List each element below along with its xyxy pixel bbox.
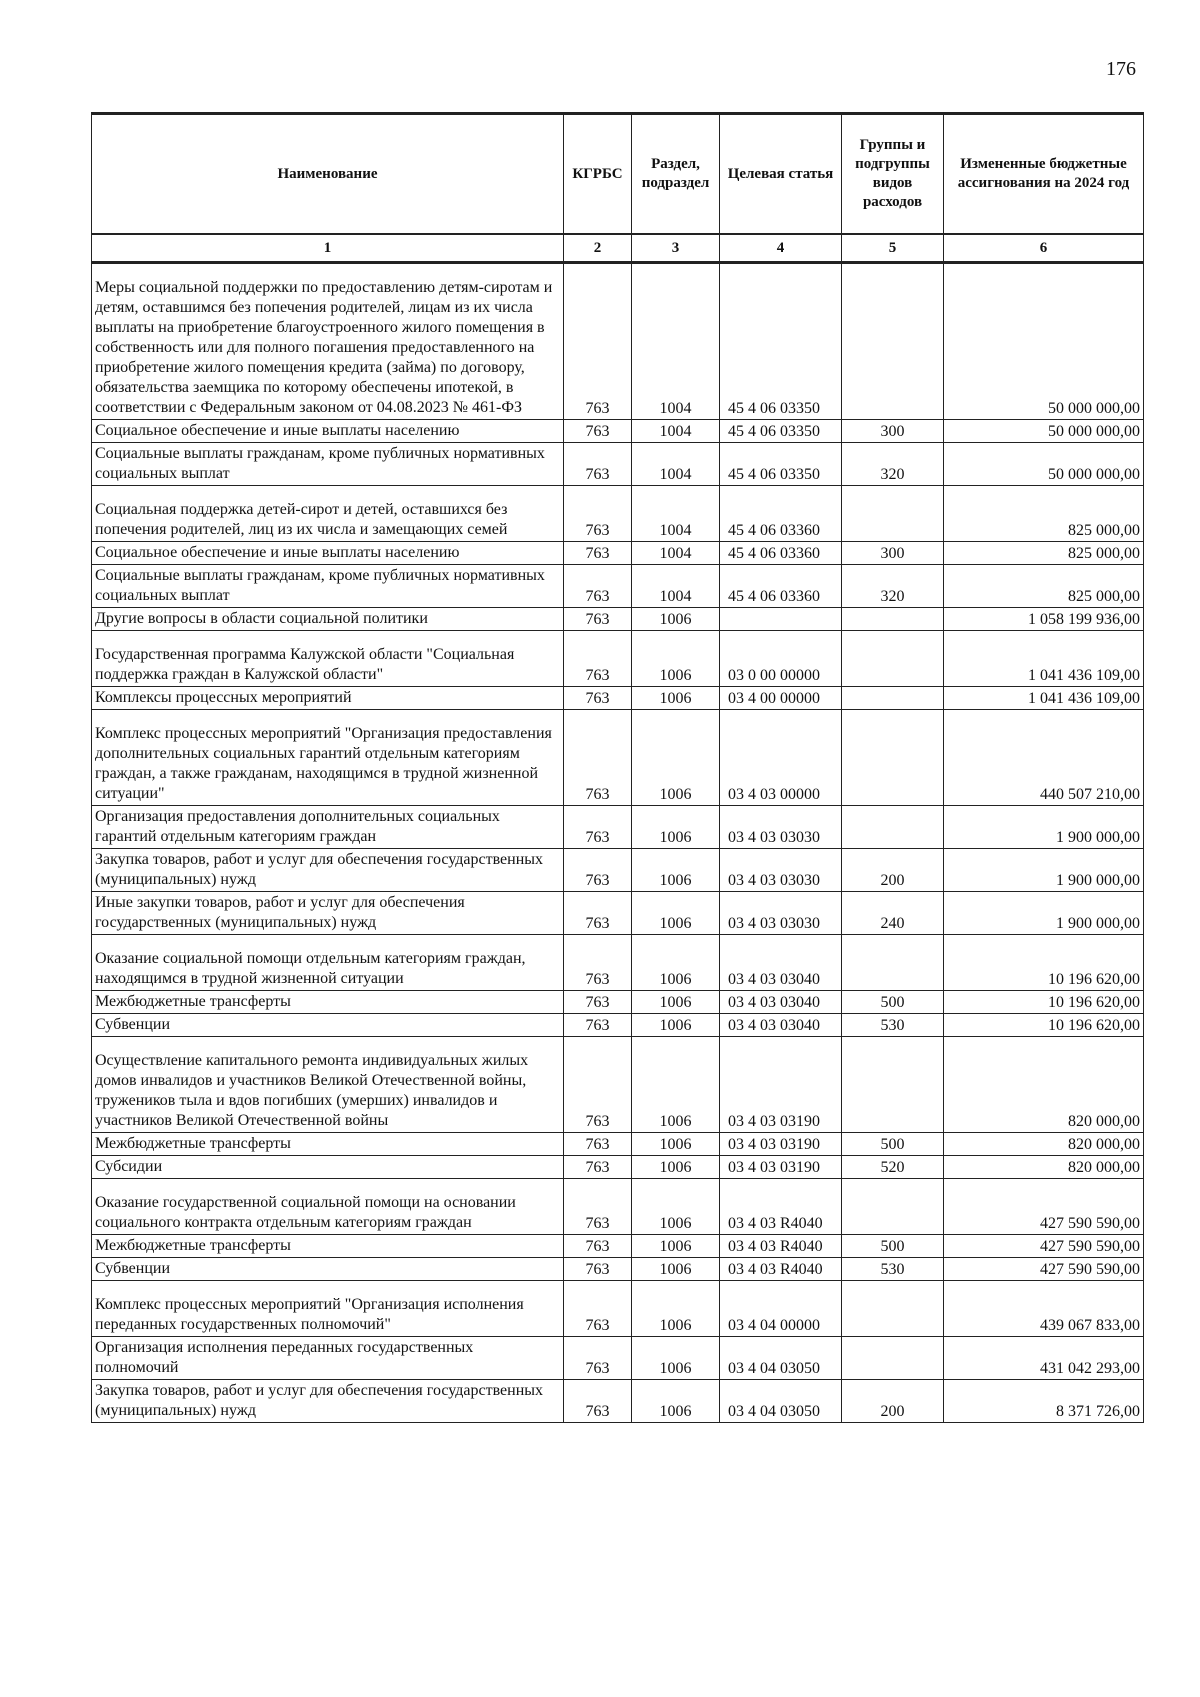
row-expense-group [842, 486, 944, 542]
row-target-article: 03 4 03 03030 [720, 849, 842, 892]
row-kgrbs: 763 [564, 542, 632, 565]
table-row [92, 687, 1144, 710]
row-target-article: 03 4 03 03040 [720, 935, 842, 991]
row-expense-group [842, 1281, 944, 1337]
table-row [92, 542, 1144, 565]
row-expense-group [842, 1337, 944, 1380]
row-name: Межбюджетные трансферты [92, 1133, 564, 1156]
header-row [92, 114, 1144, 235]
row-amount: 439 067 833,00 [944, 1281, 1144, 1337]
row-kgrbs: 763 [564, 710, 632, 806]
row-kgrbs: 763 [564, 935, 632, 991]
row-amount: 431 042 293,00 [944, 1337, 1144, 1380]
row-expense-group: 300 [842, 542, 944, 565]
page-number: 176 [1106, 58, 1136, 80]
row-razdel: 1004 [632, 443, 720, 486]
table-row [92, 935, 1144, 991]
row-name: Закупка товаров, работ и услуг для обеспечения государственных (муниципальных) нужд [92, 1380, 564, 1423]
row-target-article: 03 4 03 R4040 [720, 1258, 842, 1281]
row-expense-group: 200 [842, 849, 944, 892]
column-number: 6 [944, 234, 1144, 263]
row-name: Осуществление капитального ремонта индивидуальных жилых домов инвалидов и участников Великой Отечественной войны, тружеников тыла и вдов погибших (умерших) инвалидов и участников Великой Отечественной войны [92, 1037, 564, 1133]
column-number-row [92, 234, 1144, 263]
row-razdel: 1006 [632, 991, 720, 1014]
row-amount: 825 000,00 [944, 565, 1144, 608]
row-razdel: 1006 [632, 710, 720, 806]
row-kgrbs: 763 [564, 420, 632, 443]
column-number: 5 [842, 234, 944, 263]
row-target-article: 03 4 03 03190 [720, 1133, 842, 1156]
row-target-article: 45 4 06 03360 [720, 565, 842, 608]
row-razdel: 1006 [632, 849, 720, 892]
table-row [92, 263, 1144, 420]
row-target-article: 03 4 00 00000 [720, 687, 842, 710]
row-amount: 1 041 436 109,00 [944, 687, 1144, 710]
row-name: Комплекс процессных мероприятий "Организация предоставления дополнительных социальных гарантий отдельным категориям граждан, а также гражданам, находящимся в трудной жизненной ситуации" [92, 710, 564, 806]
row-name: Иные закупки товаров, работ и услуг для обеспечения государственных (муниципальных) нужд [92, 892, 564, 935]
row-kgrbs: 763 [564, 1179, 632, 1235]
budget-table [91, 112, 1144, 1423]
table-row [92, 892, 1144, 935]
row-kgrbs: 763 [564, 565, 632, 608]
table-row [92, 420, 1144, 443]
row-expense-group [842, 806, 944, 849]
row-target-article: 45 4 06 03360 [720, 486, 842, 542]
row-expense-group: 200 [842, 1380, 944, 1423]
column-number: 4 [720, 234, 842, 263]
row-target-article: 03 4 03 03040 [720, 991, 842, 1014]
row-kgrbs: 763 [564, 849, 632, 892]
row-razdel: 1004 [632, 542, 720, 565]
table-row [92, 1337, 1144, 1380]
row-name: Оказание социальной помощи отдельным категориям граждан, находящимся в трудной жизненной ситуации [92, 935, 564, 991]
row-razdel: 1006 [632, 1133, 720, 1156]
table-row [92, 1281, 1144, 1337]
row-expense-group: 320 [842, 443, 944, 486]
row-expense-group [842, 687, 944, 710]
row-amount: 440 507 210,00 [944, 710, 1144, 806]
table-row [92, 1156, 1144, 1179]
row-razdel: 1006 [632, 1037, 720, 1133]
row-expense-group: 500 [842, 991, 944, 1014]
row-razdel: 1006 [632, 1156, 720, 1179]
row-kgrbs: 763 [564, 687, 632, 710]
table-row [92, 1133, 1144, 1156]
row-target-article: 03 4 03 03030 [720, 892, 842, 935]
row-amount: 820 000,00 [944, 1133, 1144, 1156]
table-row [92, 486, 1144, 542]
row-amount: 10 196 620,00 [944, 991, 1144, 1014]
row-kgrbs: 763 [564, 1380, 632, 1423]
table-body [92, 263, 1144, 1423]
row-amount: 1 058 199 936,00 [944, 608, 1144, 631]
row-amount: 427 590 590,00 [944, 1258, 1144, 1281]
row-target-article: 03 4 04 03050 [720, 1337, 842, 1380]
row-name: Меры социальной поддержки по предоставлению детям-сиротам и детям, оставшимся без попечения родителей, лицам из их числа выплаты на приобретение благоустроенного жилого помещения в собственность или для полного погашения предоставленного на приобретение жилого помещения кредита (займа) по договору, обязательства заемщика по которому обеспечены ипотекой, в соответствии с Федеральным законом от 04.08.2023 № 461-ФЗ [92, 263, 564, 420]
row-kgrbs: 763 [564, 1133, 632, 1156]
row-name: Комплексы процессных мероприятий [92, 687, 564, 710]
row-razdel: 1006 [632, 1258, 720, 1281]
row-amount: 1 900 000,00 [944, 849, 1144, 892]
row-kgrbs: 763 [564, 806, 632, 849]
row-name: Социальная поддержка детей-сирот и детей, оставшихся без попечения родителей, лиц из их числа и замещающих семей [92, 486, 564, 542]
row-razdel: 1006 [632, 1014, 720, 1037]
row-name: Закупка товаров, работ и услуг для обеспечения государственных (муниципальных) нужд [92, 849, 564, 892]
table-row [92, 1014, 1144, 1037]
row-target-article: 45 4 06 03350 [720, 263, 842, 420]
row-amount: 825 000,00 [944, 542, 1144, 565]
row-razdel: 1006 [632, 608, 720, 631]
row-amount: 427 590 590,00 [944, 1179, 1144, 1235]
row-amount: 825 000,00 [944, 486, 1144, 542]
row-kgrbs: 763 [564, 443, 632, 486]
row-target-article: 03 4 03 R4040 [720, 1179, 842, 1235]
row-name: Государственная программа Калужской области "Социальная поддержка граждан в Калужской области" [92, 631, 564, 687]
table-row [92, 1258, 1144, 1281]
row-kgrbs: 763 [564, 263, 632, 420]
header-target-article: Целевая статья [720, 114, 842, 235]
row-name: Межбюджетные трансферты [92, 1235, 564, 1258]
row-amount: 50 000 000,00 [944, 263, 1144, 420]
row-kgrbs: 763 [564, 631, 632, 687]
row-kgrbs: 763 [564, 1156, 632, 1179]
row-kgrbs: 763 [564, 608, 632, 631]
row-razdel: 1004 [632, 420, 720, 443]
row-expense-group [842, 608, 944, 631]
row-expense-group: 530 [842, 1258, 944, 1281]
row-kgrbs: 763 [564, 1281, 632, 1337]
row-amount: 8 371 726,00 [944, 1380, 1144, 1423]
row-razdel: 1006 [632, 1179, 720, 1235]
row-razdel: 1006 [632, 1235, 720, 1258]
row-kgrbs: 763 [564, 1235, 632, 1258]
table-row [92, 608, 1144, 631]
row-expense-group [842, 935, 944, 991]
row-razdel: 1004 [632, 486, 720, 542]
row-name: Комплекс процессных мероприятий "Организация исполнения переданных государственных полномочий" [92, 1281, 564, 1337]
row-razdel: 1006 [632, 1281, 720, 1337]
row-amount: 1 900 000,00 [944, 806, 1144, 849]
header-expense-group: Группы и подгруппы видов расходов [842, 114, 944, 235]
table-row [92, 1380, 1144, 1423]
table-row [92, 1235, 1144, 1258]
row-expense-group [842, 263, 944, 420]
row-kgrbs: 763 [564, 486, 632, 542]
row-amount: 820 000,00 [944, 1156, 1144, 1179]
row-name: Оказание государственной социальной помощи на основании социального контракта отдельным категориям граждан [92, 1179, 564, 1235]
row-expense-group: 500 [842, 1133, 944, 1156]
row-expense-group [842, 1037, 944, 1133]
header-kgrbs: КГРБС [564, 114, 632, 235]
row-razdel: 1004 [632, 263, 720, 420]
row-name: Социальные выплаты гражданам, кроме публичных нормативных социальных выплат [92, 565, 564, 608]
row-target-article: 03 4 03 R4040 [720, 1235, 842, 1258]
row-razdel: 1006 [632, 892, 720, 935]
row-target-article: 03 4 03 03040 [720, 1014, 842, 1037]
header-name: Наименование [92, 114, 564, 235]
row-target-article: 45 4 06 03350 [720, 420, 842, 443]
table-row [92, 443, 1144, 486]
row-expense-group: 300 [842, 420, 944, 443]
row-expense-group: 520 [842, 1156, 944, 1179]
row-name: Другие вопросы в области социальной политики [92, 608, 564, 631]
table-row [92, 849, 1144, 892]
header-razdel: Раздел, подраздел [632, 114, 720, 235]
row-target-article: 45 4 06 03360 [720, 542, 842, 565]
row-target-article: 45 4 06 03350 [720, 443, 842, 486]
row-expense-group: 530 [842, 1014, 944, 1037]
row-target-article: 03 4 03 03190 [720, 1037, 842, 1133]
row-amount: 10 196 620,00 [944, 935, 1144, 991]
row-name: Социальные выплаты гражданам, кроме публичных нормативных социальных выплат [92, 443, 564, 486]
row-razdel: 1006 [632, 806, 720, 849]
row-target-article [720, 608, 842, 631]
table-row [92, 710, 1144, 806]
table-row [92, 565, 1144, 608]
row-razdel: 1006 [632, 687, 720, 710]
table-row [92, 991, 1144, 1014]
row-razdel: 1006 [632, 935, 720, 991]
row-amount: 427 590 590,00 [944, 1235, 1144, 1258]
table-row [92, 806, 1144, 849]
row-name: Социальное обеспечение и иные выплаты населению [92, 542, 564, 565]
table-row [92, 1037, 1144, 1133]
table-row [92, 631, 1144, 687]
column-number: 2 [564, 234, 632, 263]
row-razdel: 1006 [632, 1380, 720, 1423]
row-target-article: 03 4 03 03030 [720, 806, 842, 849]
row-target-article: 03 0 00 00000 [720, 631, 842, 687]
table-row [92, 1179, 1144, 1235]
row-kgrbs: 763 [564, 1337, 632, 1380]
row-name: Организация предоставления дополнительных социальных гарантий отдельным категориям граждан [92, 806, 564, 849]
row-name: Субвенции [92, 1258, 564, 1281]
row-kgrbs: 763 [564, 1258, 632, 1281]
row-amount: 50 000 000,00 [944, 443, 1144, 486]
row-kgrbs: 763 [564, 1014, 632, 1037]
row-razdel: 1006 [632, 1337, 720, 1380]
column-number: 3 [632, 234, 720, 263]
row-razdel: 1006 [632, 631, 720, 687]
header-budget-2024: Измененные бюджетные ассигнования на 2024 год [944, 114, 1144, 235]
row-kgrbs: 763 [564, 991, 632, 1014]
row-kgrbs: 763 [564, 1037, 632, 1133]
row-expense-group [842, 631, 944, 687]
row-amount: 1 900 000,00 [944, 892, 1144, 935]
row-name: Субсидии [92, 1156, 564, 1179]
row-target-article: 03 4 03 00000 [720, 710, 842, 806]
row-target-article: 03 4 03 03190 [720, 1156, 842, 1179]
row-expense-group: 320 [842, 565, 944, 608]
row-name: Межбюджетные трансферты [92, 991, 564, 1014]
column-number: 1 [92, 234, 564, 263]
row-expense-group [842, 1179, 944, 1235]
row-amount: 1 041 436 109,00 [944, 631, 1144, 687]
row-expense-group: 240 [842, 892, 944, 935]
row-target-article: 03 4 04 03050 [720, 1380, 842, 1423]
row-amount: 820 000,00 [944, 1037, 1144, 1133]
row-amount: 10 196 620,00 [944, 1014, 1144, 1037]
row-kgrbs: 763 [564, 892, 632, 935]
row-target-article: 03 4 04 00000 [720, 1281, 842, 1337]
row-name: Организация исполнения переданных государственных полномочий [92, 1337, 564, 1380]
row-amount: 50 000 000,00 [944, 420, 1144, 443]
row-name: Социальное обеспечение и иные выплаты населению [92, 420, 564, 443]
row-razdel: 1004 [632, 565, 720, 608]
row-name: Субвенции [92, 1014, 564, 1037]
row-expense-group [842, 710, 944, 806]
row-expense-group: 500 [842, 1235, 944, 1258]
